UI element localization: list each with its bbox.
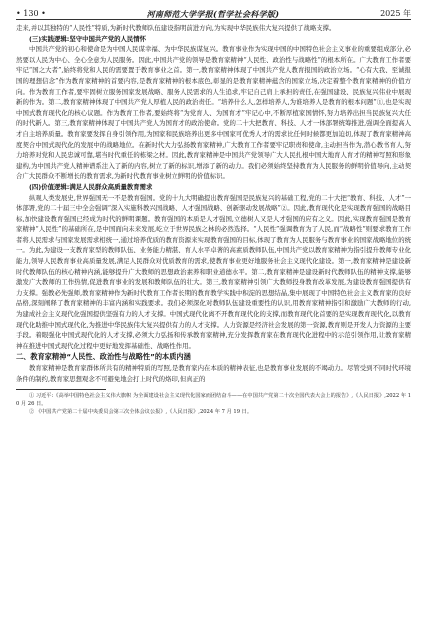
running-header — [16, 8, 411, 20]
footnote-2: ② 《中国共产党第二十届中央委员会第三次全体会议公报》,《人民日报》,2024 年 7 月 19 日。 — [29, 409, 253, 415]
paragraph-essential-connotation: 教育家精神是教育家群体所共有的精神特质的写照,是教育家内在本质的精神表征,也是教育事业发展的不竭动力。尽管受到不同时代环境条件的制约,教育家思想观念不可避免地会打上时代的烙印,但真正的 — [16, 364, 411, 383]
subsection-heading-value-logic: (四)价值逻辑:满足人民群众高质量教育需求 — [29, 182, 153, 191]
paragraph-practice-logic: 中国共产党的初心和使命是为中国人民谋幸福、为中华民族谋复兴。教育事业作为实现中国的中国特色社会主义事业的重要组成部分,必然要以人民为中心、全心全意为人民服务。因此,中国共产党的领导是教育家精神“人民性、政治性与战略性”的根本所在。广大教育工作者要牢记“国之大者”,始终将党和人民的需要置于教育事业之首。第一,教育家精神体现了中国共产党人教育报国的政治立场。“心有大我、至诚报国的理想信念”作为教育家精神的首要内容,是教育家精神的根本底色,彰显的是教育家精神蕴含的国家立场,决定着整个教育家精神的价值方向。作为教育工作者,要牢固树立服务国家发展战略、服务人民需求的人生追求,牢记自己肩上承担的责任,在强国建设、民族复兴伟业中展现新的作为。第二,教育家精神体现了中国共产党人厚植人民的政治责任。“培养什么人,怎样培养人,为谁培养人是教育的根本问题”①,也是实现中国式教育现代化的核心议题。作为教育工作者,要始终将“为党育人、为国育才”牢记心中,不断厚植家国情怀,努力培养出担当民族复兴大任的时代新人。第三,教育家精神体现了中国共产党人为国育才的政治使命。党的二十大把教育、科技、人才一体部署统筹推进,强调全面提高人才自主培养质量。教育家要发挥自身引领作用,为国家和民族培养出更多中国家可优秀人才的需求比任何时候都更加迫切,体现了教育家精神高度契合中国式现代化的发展中的战略地位。在新时代大力弘扬教育家精神,广大教育工作者要牢记职责和使命,主动担当作为,潜心教书育人,努力培养对党和人民忠诚可靠,堪当时代重任的栋梁之材。因此,教育家精神是中国共产党领导广大人民扎根中国大地育人育才的精神写照和形象建构,为中国共产党人精神谱系注入了新的内容,树立了新的标识,增添了新的动力。我们必须始终坚持教育为人民服务的鲜明价值导向,主动契合广大民群众不断增长的教育需求,为新时代教育事业树立鲜明的价值标识。 — [16, 45, 411, 181]
paragraph-value-logic: 纵观人类发展史,世界强国无一不是教育强国。党的十九大明确提出教育强国是民族复兴的基础工程,党的二十大把“教育、科技、人才”一体部署,党的二十届三中全会强调“深入实施科教兴国战略、人才强国战略、创新驱动发展战略”②。因此,教育现代化是实现教育强国的战略目标,加快建设教育强国已经成为时代的鲜明课题。教育强国的本质是人才强国,立德树人又是人才强国的应有之义。因此,实现教育强国是教育家精神“人民性”的基础所在,是中国面向未来发展,屹立于世界民族之林的必然选择。“人民性”强调教育为了人民,而“战略性”则要求教育工作者将人民需求与国家发展需求相统一,通过培养优质的教育资源来实现教育强国的目标,体现了教育为人民服务与教育事业的国家战略地位的统一。为此,为建设一支教育家型的教师队伍、业务能力精湛、育人水平卓著的高素质教师队伍,中国共产党以教育家精神为指引提升教师专业化能力,领导人民教育事业高质量发展,满足人民群众对优质教育的需求,使教育事业更好地服务社会主义现代化建设。第一,教育家精神是建设新时代教师队伍的核心精神内涵,能够提升广大教师的思想政治素养和职业道德水平。第二,教育家精神是建设新时代教师队伍的精神支撑,能够激发广大教师的工作热情,促进教育事业的发展和教师队伍的壮大。第三,教育家精神引领广大教师投身教育改革发展,为建设教育强国提供有力支撑。强教必先强师,教育家精神作为新时代教育工作者长期的教育教学实践中积淀的思想结晶,集中展现了中国特色社会主义教育家的良好品格,深刻阐释了教育家精神的丰富内涵和实践要求。我们必须深化对教师队伍建设重要性的认识,用教育家精神指引和激励广大教师的行动,为建成社会主义现代化强国提供坚强有力的人才支撑。中国式现代化离不开教育现代化的支撑,而教育现代化首要的是实现教育现代化,以教育现代化助推中国式现代化,为推进中华民族伟大复兴提供有力的人才支撑。人力资源是经济社会发展的第一资源,教育则是开发人力资源的主要手段。着眼强化中国式现代化的人才支撑,必须大力弘扬和传承教育家精神,充分发挥教育家在教育现代化进程中的示范引领作用,让教育家精神在推进中国式现代化过程中更好地发挥基础性、战略性作用。 — [16, 193, 411, 350]
journal-title: 河南师范大学学报(哲学社会科学版) — [146, 9, 280, 19]
footnote-1: ① 习近平:《高举中国特色社会主义伟大旗帜 为全面建设社会主义现代化国家而团结奋斗——在中国共产党第二十次全国代表大会上的报告》,《人民日报》,2022 年 10 月 26 日。 — [16, 392, 411, 407]
footnote-divider — [16, 389, 106, 390]
article-body — [16, 23, 411, 385]
subsection-heading-practice-logic: (三)实践逻辑:坚守中国共产党的人民情怀 — [29, 34, 147, 43]
section-heading-essential-connotation: 二、教育家精神“人民性、政治性与战略性”的本质内涵 — [16, 352, 191, 362]
page-number: • 130 • — [16, 9, 46, 18]
paragraph-continued: 走来,并以其独特的“人民性”特质,为新时代教师队伍建设指明前进方向,为实现中华民族伟大复兴提供了战略支撑。 — [16, 24, 336, 32]
issue-year: 2025 年 — [380, 9, 411, 18]
